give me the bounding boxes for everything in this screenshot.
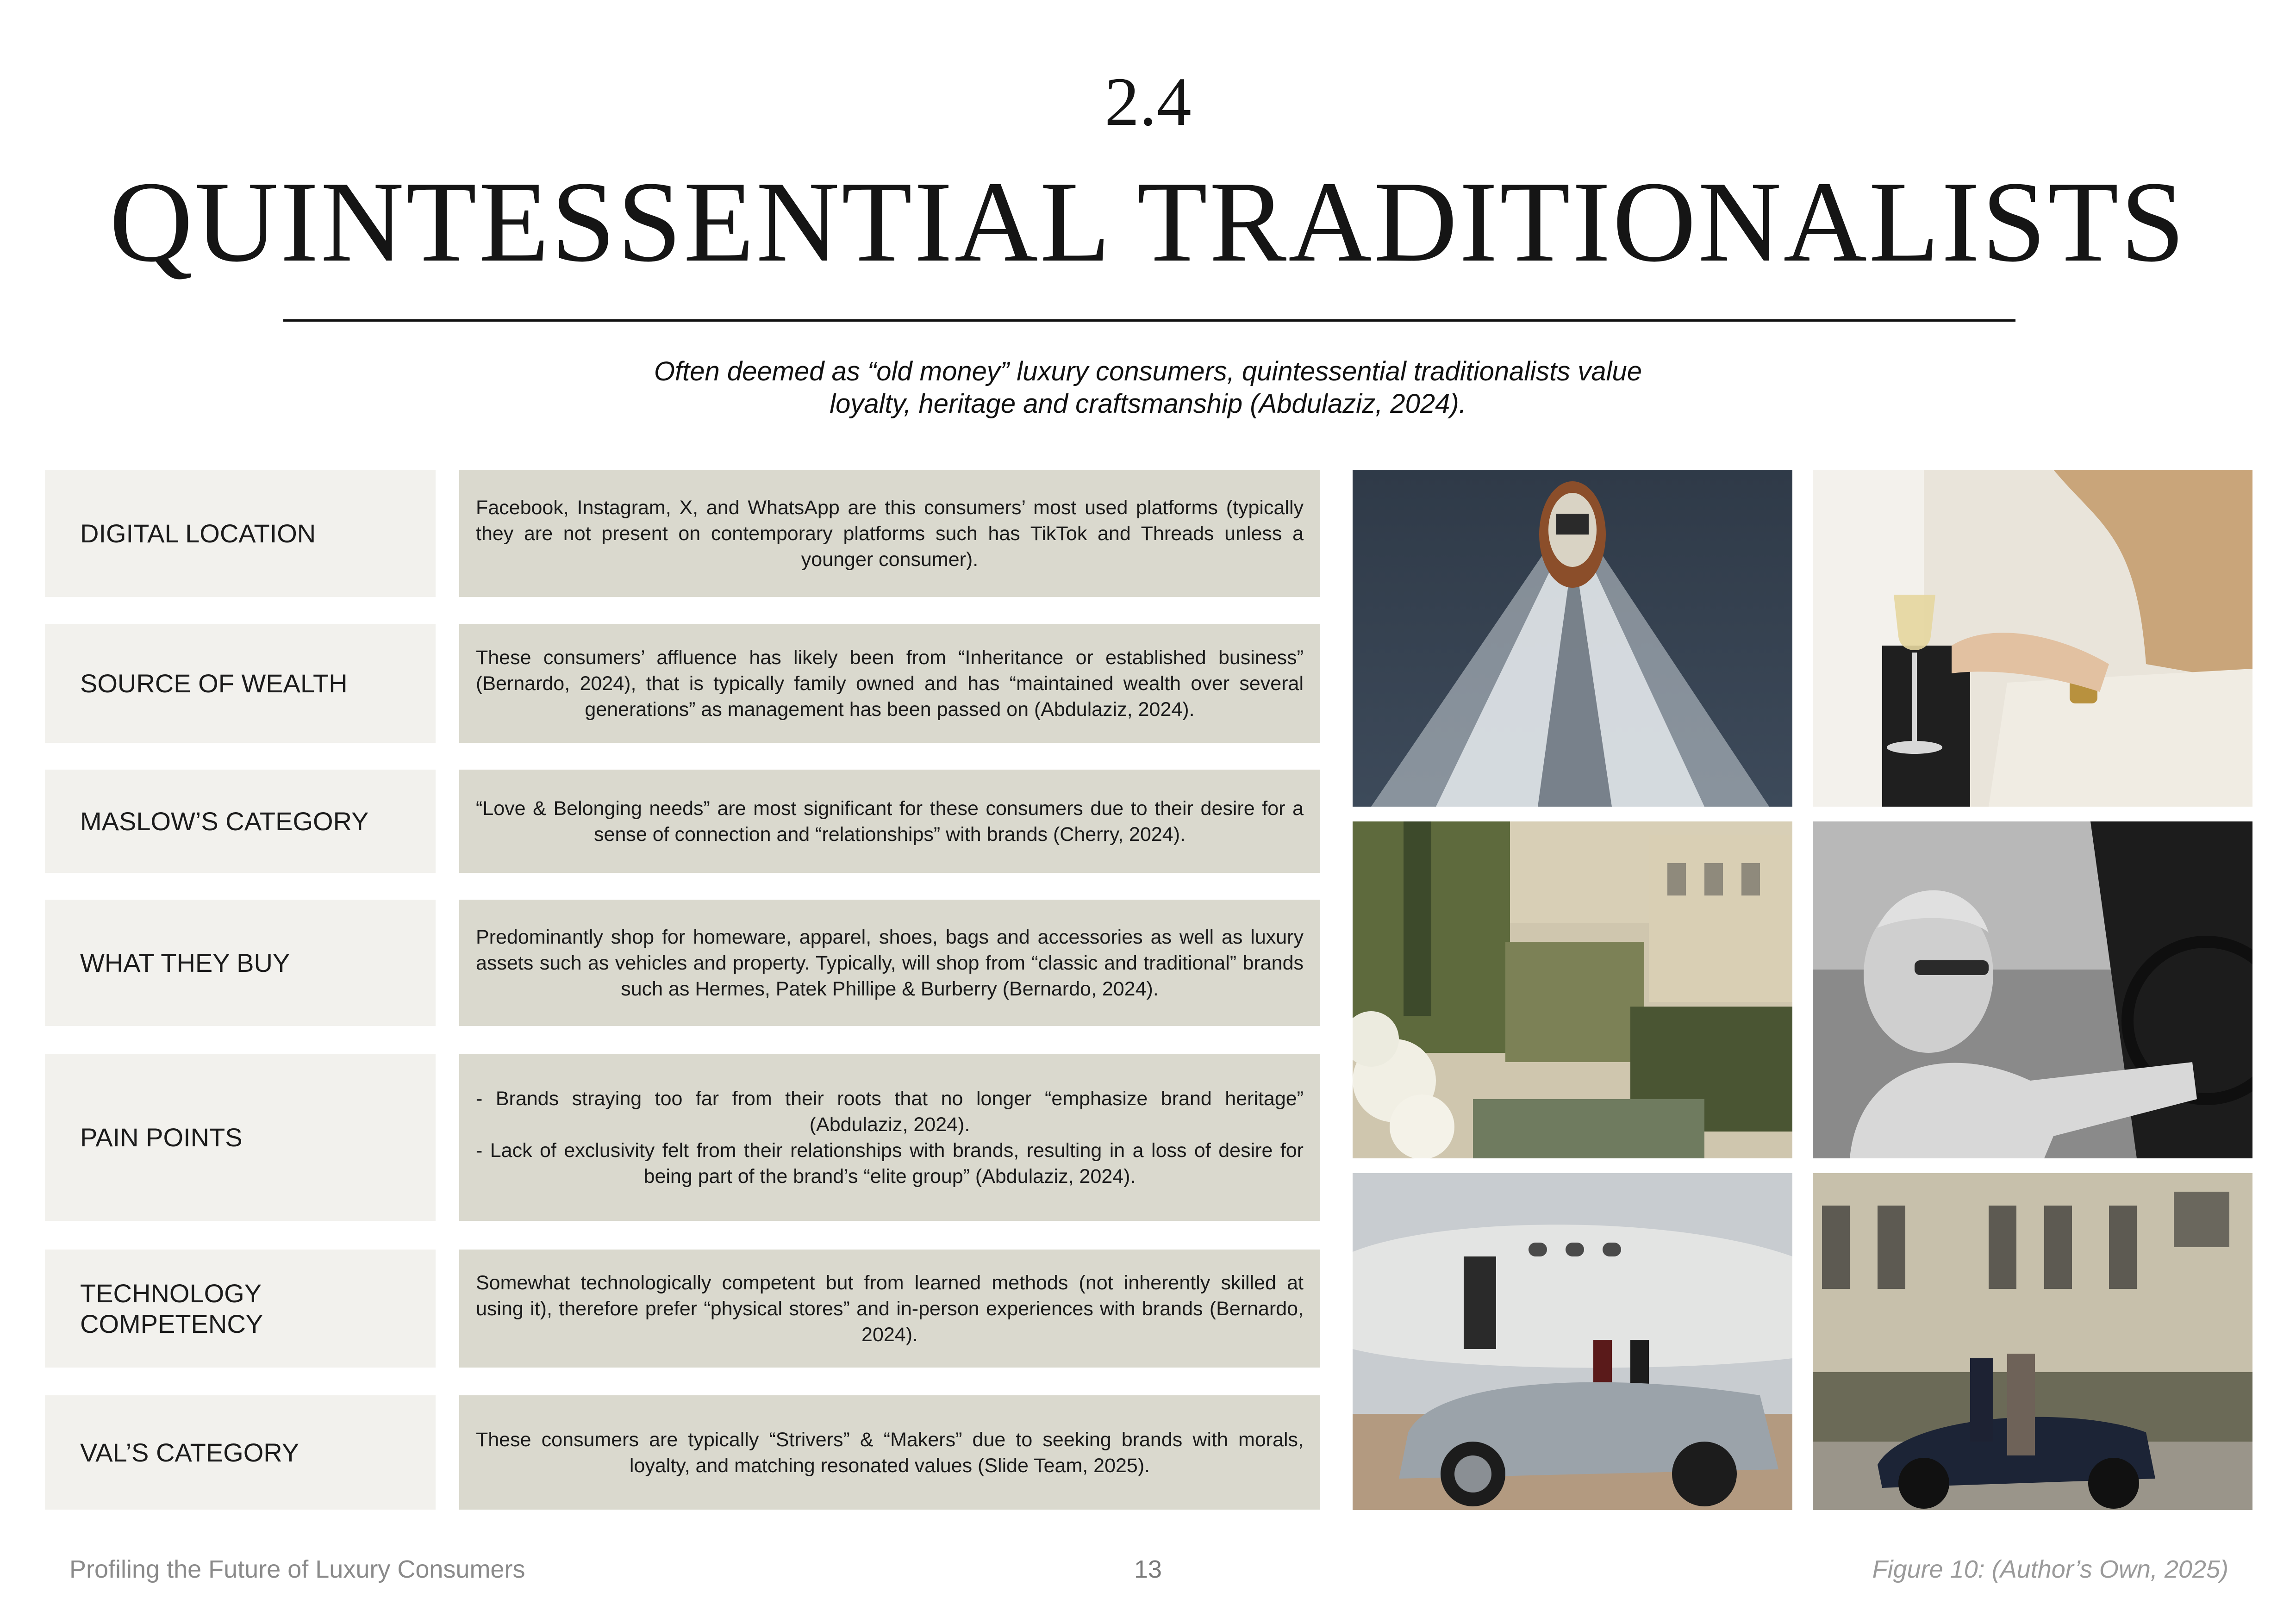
label-text: WHAT THEY BUY (80, 948, 290, 977)
subtitle-line-1: Often deemed as “old money” luxury consumers, quintessential traditionalists value (654, 356, 1642, 386)
footer-page-number: 13 (1134, 1555, 1162, 1583)
description-text: “Love & Belonging needs” are most significant for these consumers due to their desire for a sense of connection and “relationships” with brands (Cherry, 2024). (476, 797, 1304, 846)
section-number: 2.4 (1104, 63, 1192, 140)
description-text: These consumers are typically “Strivers” & “Makers” due to seeking brands with morals, loyalty, and matching resonated values (Slide Team, 2025). (476, 1428, 1304, 1477)
label-text: PAIN POINTS (80, 1122, 243, 1152)
footer-figure-caption: Figure 10: (Author’s Own, 2025) (1872, 1555, 2228, 1583)
label-text: SOURCE OF WEALTH (80, 668, 348, 698)
page-title: QUINTESSENTIAL TRADITIONALISTS (109, 158, 2187, 286)
pain-point-2: - Lack of exclusivity felt from their relationships with brands, resulting in a loss of desire for being part of the brand’s “elite group” (Abdulaziz, 2024). (476, 1139, 1304, 1188)
subtitle-line-2: loyalty, heritage and craftsmanship (Abdulaziz, 2024). (830, 389, 1466, 419)
label-text: DIGITAL LOCATION (80, 518, 316, 548)
description-text: Facebook, Instagram, X, and WhatsApp are this consumers’ most used platforms (typically they are not present on contemporary platforms such has TikTok and Threads unless a younger consumer). (476, 496, 1304, 571)
photo-villa-garden (1353, 821, 1792, 1158)
description-text: Predominantly shop for homeware, apparel, shoes, bags and accessories as well as luxury assets such as vehicles and property. Typically, will shop from “classic and traditional” brands such as Hermes, Patek Phillipe & Burberry (Bernardo, 2024). (476, 926, 1304, 1000)
description-text: These consumers’ affluence has likely been from “Inheritance or established business” (Bernardo, 2024), that is typically family owned and has “maintained wealth over several generations” as management has been passed on (Abdulaziz, 2024). (476, 646, 1304, 721)
description-digital-location (459, 470, 1320, 597)
photo-chateau-car (1813, 1173, 2252, 1510)
label-text: MASLOW’S CATEGORY (80, 806, 369, 836)
label-digital-location (45, 470, 436, 597)
label-text: VAL’S CATEGORY (80, 1437, 299, 1467)
label-vals-category (45, 1395, 436, 1510)
description-source-of-wealth (459, 624, 1320, 743)
description-text: Somewhat technologically competent but from learned methods (not inherently skilled at using it), therefore prefer “physical stores” and in-person experiences with brands (Bernardo, 2024). (476, 1271, 1304, 1346)
pain-point-1: - Brands straying too far from their roots that no longer “emphasize brand heritage” (Abdulaziz, 2024). (476, 1087, 1304, 1136)
label-pain-points (45, 1054, 436, 1221)
label-text-line-2: COMPETENCY (80, 1309, 263, 1338)
description-maslows-category (459, 770, 1320, 873)
description-technology-competency (459, 1250, 1320, 1368)
photo-wine-glass (1813, 470, 2252, 807)
label-source-of-wealth (45, 624, 436, 743)
description-pain-points (459, 1054, 1320, 1221)
label-what-they-buy (45, 900, 436, 1026)
subtitle (509, 355, 1787, 420)
label-technology-competency (45, 1250, 436, 1368)
label-maslows-category (45, 770, 436, 873)
photo-woman-driving (1813, 821, 2252, 1158)
label-text-line-1: TECHNOLOGY (80, 1278, 262, 1308)
photo-private-jet (1353, 1173, 1792, 1510)
description-vals-category (459, 1395, 1320, 1510)
title-divider (283, 319, 2015, 322)
footer-document-title: Profiling the Future of Luxury Consumers (69, 1555, 525, 1583)
photo-speedboat (1353, 470, 1792, 807)
description-what-they-buy (459, 900, 1320, 1026)
